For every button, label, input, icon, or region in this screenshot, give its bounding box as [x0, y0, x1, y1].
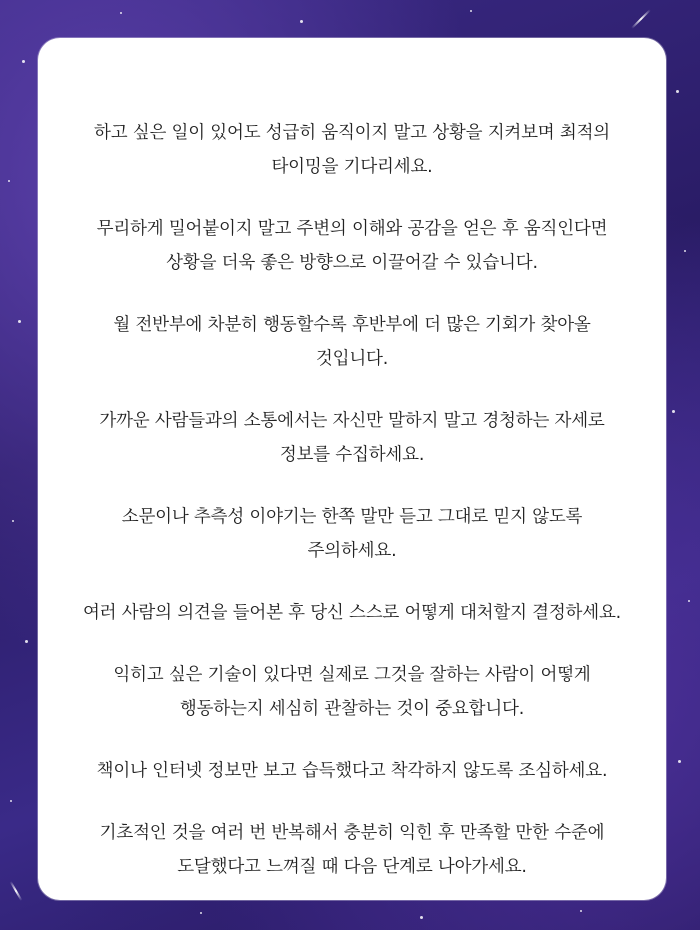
- star: [25, 640, 28, 643]
- paragraph-line: 여러 사람의 의견을 들어본 후 당신 스스로 어떻게 대처할지 결정하세요.: [82, 603, 622, 623]
- sparkle: [10, 881, 23, 901]
- paragraph: [52, 596, 652, 630]
- paragraph-line: 행동하는지 세심히 관찰하는 것이 중요합니다.: [179, 699, 525, 719]
- star: [120, 12, 122, 14]
- star: [300, 20, 303, 23]
- paragraph: [52, 404, 652, 472]
- paragraph: [52, 500, 652, 568]
- sparkle: [631, 9, 651, 29]
- paragraph: [52, 658, 652, 726]
- star: [676, 90, 679, 93]
- paragraph-line: 것입니다.: [315, 349, 389, 369]
- fortune-card: [38, 38, 666, 900]
- paragraph: [52, 816, 652, 884]
- paragraph-line: 타이밍을 기다리세요.: [271, 157, 433, 177]
- paragraph-line: 가까운 사람들과의 소통에서는 자신만 말하지 말고 경청하는 자세로: [99, 411, 605, 431]
- paragraph: [52, 308, 652, 376]
- paragraph-line: 책이나 인터넷 정보만 보고 습득했다고 착각하지 않도록 조심하세요.: [96, 761, 608, 781]
- star: [688, 600, 690, 602]
- paragraph-line: 월 전반부에 차분히 행동할수록 후반부에 더 많은 기회가 찾아올: [113, 315, 591, 335]
- star: [470, 10, 472, 12]
- star: [22, 60, 25, 63]
- paragraph-line: 도달했다고 느껴질 때 다음 단계로 나아가세요.: [177, 857, 527, 877]
- star: [18, 320, 21, 323]
- star: [12, 520, 14, 522]
- paragraph-line: 상황을 더욱 좋은 방향으로 이끌어갈 수 있습니다.: [166, 253, 538, 273]
- star: [580, 910, 582, 912]
- paragraph-line: 하고 싶은 일이 있어도 성급히 움직이지 말고 상황을 지켜보며 최적의: [93, 123, 610, 143]
- paragraph-line: 주의하세요.: [307, 541, 397, 561]
- paragraph-line: 소문이나 추측성 이야기는 한쪽 말만 듣고 그대로 믿지 않도록: [121, 507, 583, 527]
- star: [8, 180, 10, 182]
- star: [678, 760, 681, 763]
- star: [10, 800, 12, 802]
- paragraph-line: 무리하게 밀어붙이지 말고 주변의 이해와 공감을 얻은 후 움직인다면: [96, 219, 608, 239]
- star: [420, 916, 423, 919]
- paragraph: [52, 754, 652, 788]
- paragraph: [52, 212, 652, 280]
- paragraph: [52, 116, 652, 184]
- star: [200, 912, 202, 914]
- star: [684, 250, 686, 252]
- paragraph-line: 익히고 싶은 기술이 있다면 실제로 그것을 잘하는 사람이 어떻게: [113, 665, 591, 685]
- star: [672, 410, 675, 413]
- paragraph-line: 정보를 수집하세요.: [279, 445, 425, 465]
- paragraph-line: 기초적인 것을 여러 번 반복해서 충분히 익힌 후 만족할 만한 수준에: [99, 823, 605, 843]
